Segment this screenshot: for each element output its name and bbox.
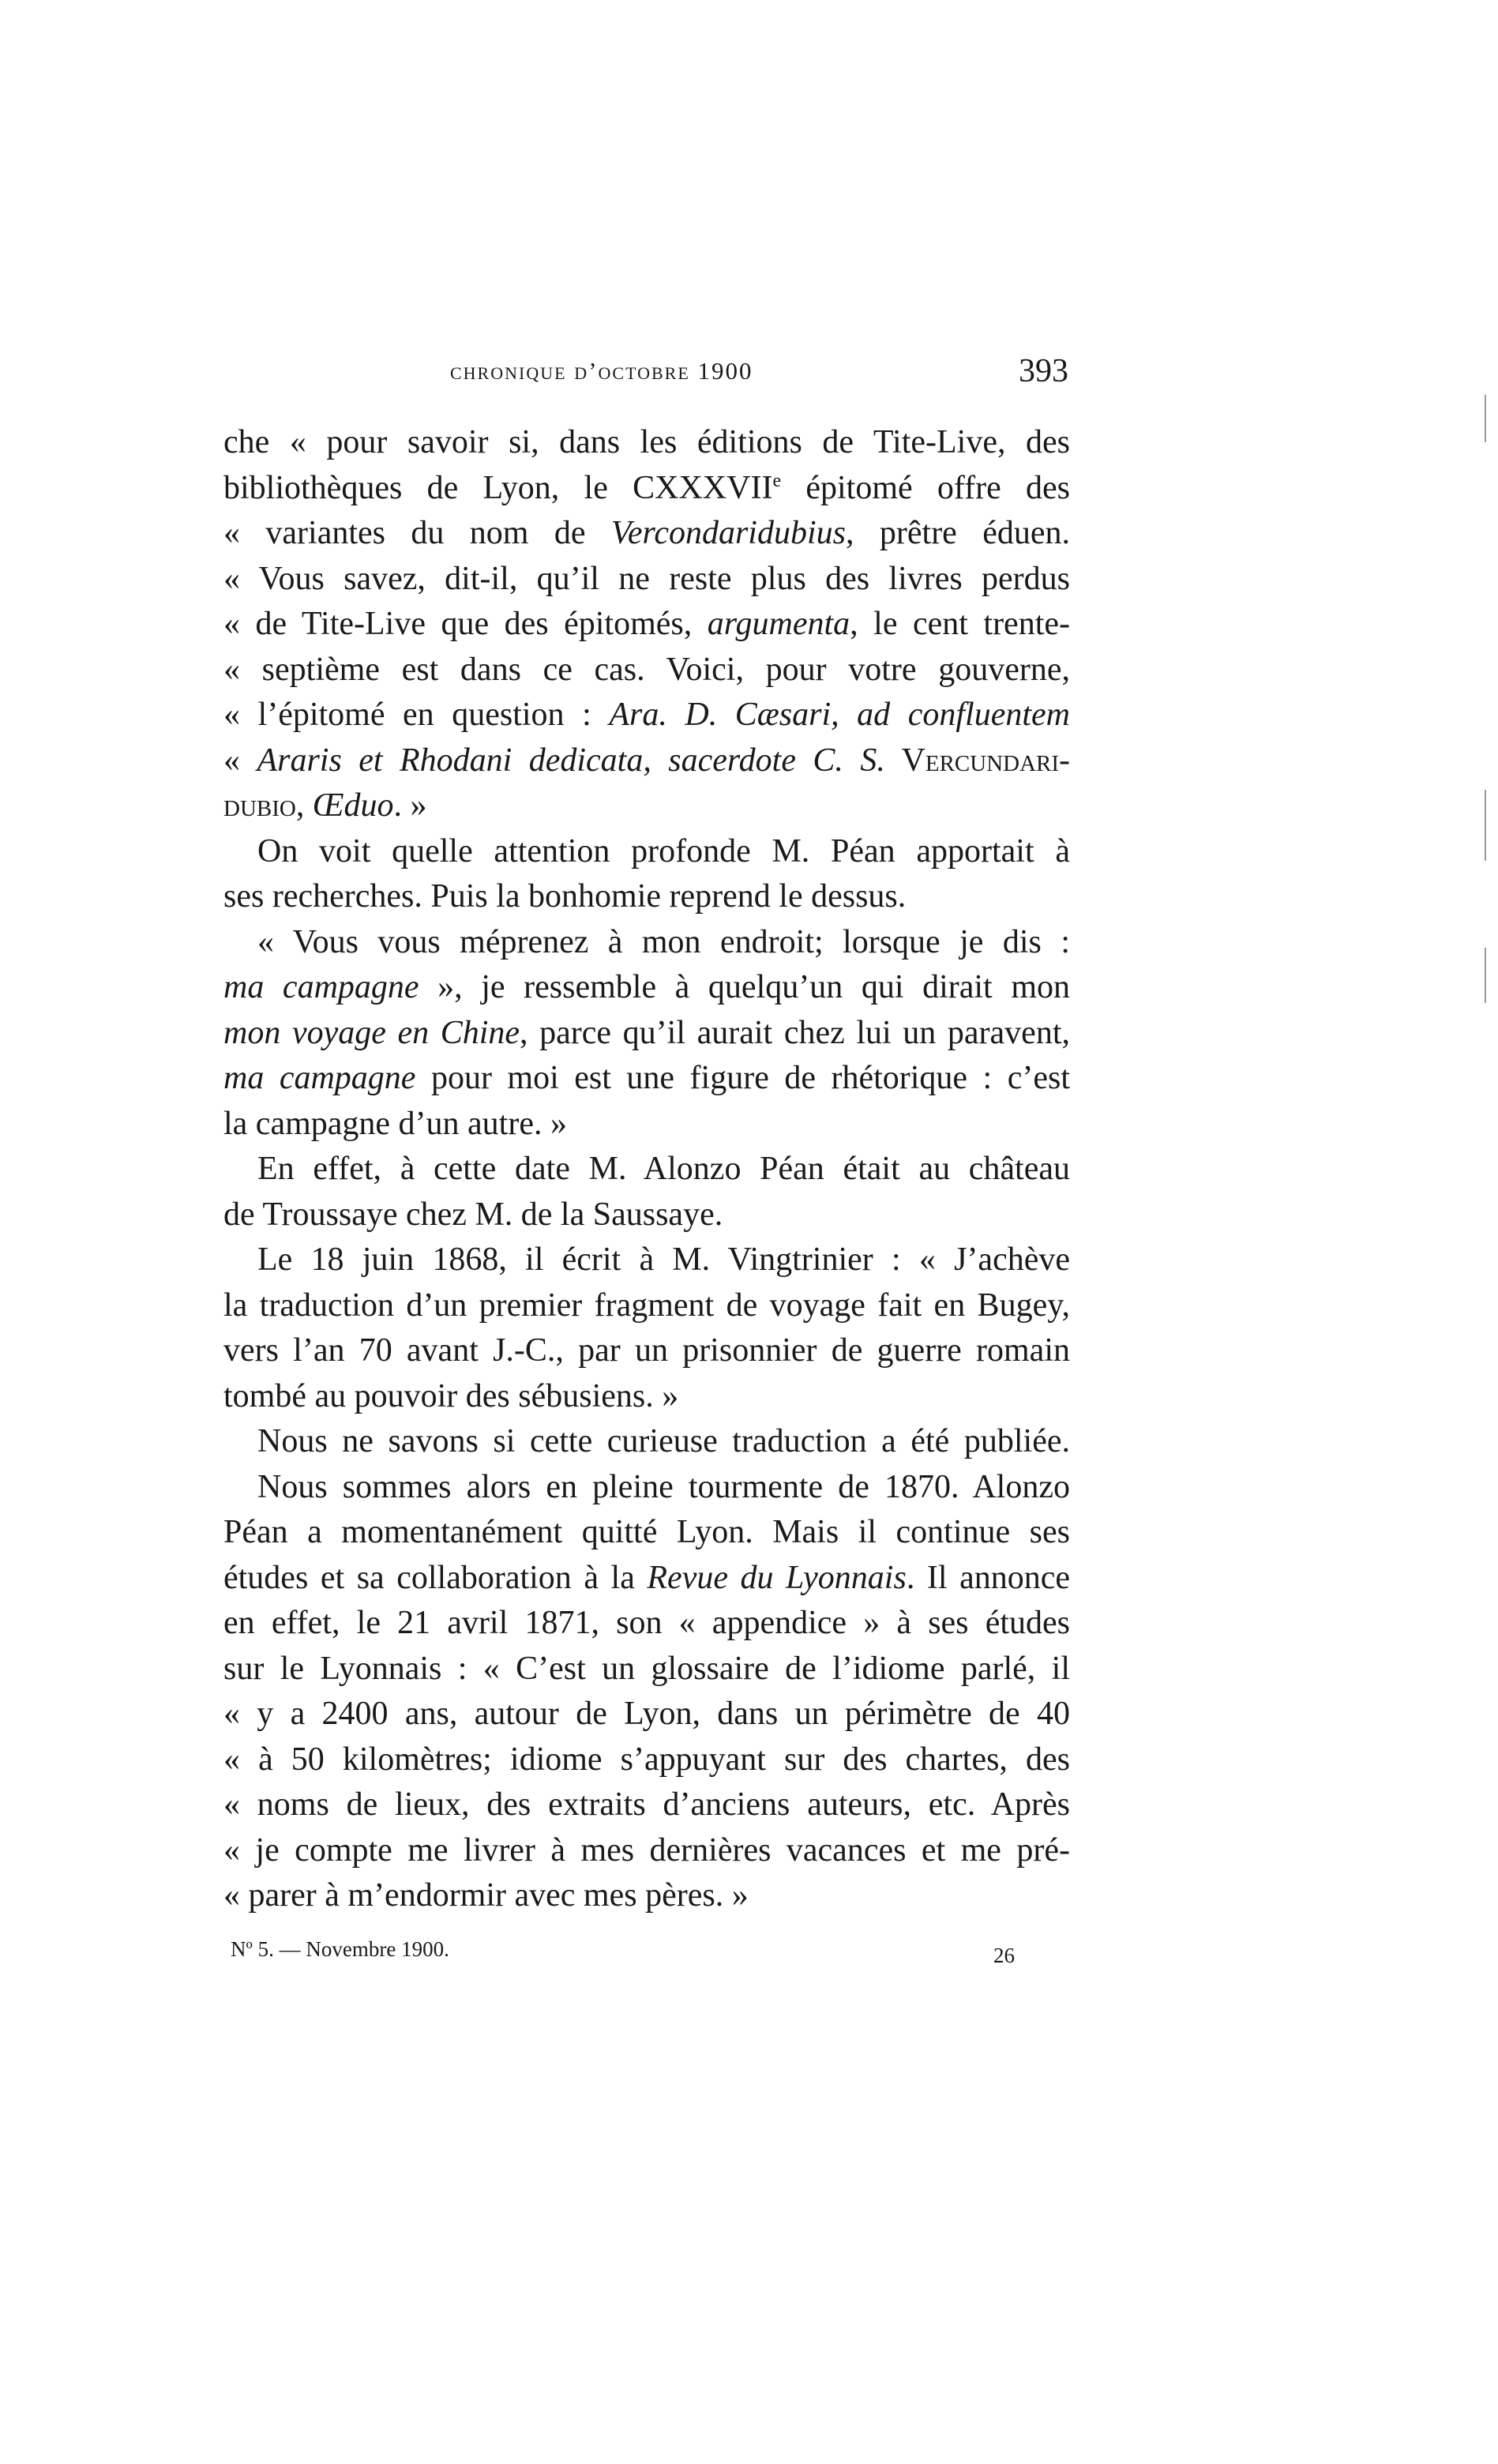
- text-line: [223, 1147, 1070, 1193]
- text-segment: , prêtre éduen.: [846, 515, 1070, 551]
- text-line: [223, 1328, 1070, 1374]
- page-number: 393: [1019, 353, 1068, 389]
- text-line: [223, 420, 1070, 466]
- text-segment: ,: [295, 787, 313, 824]
- text-segment: « je compte me livrer à mes dernières vacances et me pré-: [223, 1831, 1070, 1869]
- text-segment: , parce qu’il aurait chez lui un paravent,: [520, 1014, 1070, 1051]
- italic-text: Vercondaridubius: [610, 515, 846, 551]
- text-segment: », je ressemble à quelqu’un qui dirait mon: [419, 969, 1070, 1005]
- text-segment: « parer à m’endormir avec mes pères. »: [223, 1877, 749, 1914]
- italic-text: argumenta: [707, 606, 850, 642]
- running-header: [450, 357, 753, 385]
- italic-text: ma campagne: [223, 969, 419, 1005]
- italic-text: Œduo: [312, 787, 394, 824]
- text-segment: vers l’an 70 avant J.-C., par un prisonnier de guerre romain: [223, 1332, 1070, 1369]
- text-segment: pour moi est une figure de rhétorique : c’est: [415, 1060, 1071, 1096]
- text-segment: « variantes du nom de: [223, 515, 611, 551]
- text-segment: sur le Lyonnais : « C’est un glossaire de l’idiome parlé, il: [223, 1650, 1070, 1687]
- text-line: [223, 1737, 1070, 1783]
- text-line: [223, 874, 1070, 920]
- text-segment: On voit quelle attention profonde M. Péan apportait à: [257, 832, 1070, 870]
- text-segment: « à 50 kilomètres; idiome s’appuyant sur des chartes, des: [223, 1741, 1070, 1778]
- text-segment: « l’épitomé en question :: [223, 697, 610, 733]
- small-caps-text: Vercundari-: [884, 742, 1071, 779]
- text-line: [223, 1011, 1070, 1057]
- text-line: [223, 783, 1070, 829]
- text-segment: tombé au pouvoir des sébusiens. »: [223, 1377, 679, 1414]
- text-segment: «: [223, 742, 257, 779]
- scan-margin-mark: [1485, 395, 1486, 442]
- text-line: [223, 1828, 1070, 1874]
- text-line: [223, 557, 1070, 603]
- text-line: [223, 1283, 1070, 1329]
- text-segment: che « pour savoir si, dans les éditions de Tite-Live, des: [223, 424, 1070, 460]
- text-line: [223, 1374, 1070, 1420]
- text-segment: En effet, à cette date M. Alonzo Péan était au château: [257, 1151, 1070, 1187]
- text-line: [223, 1465, 1070, 1511]
- text-segment: « septième est dans ce cas. Voici, pour votre gouverne,: [223, 651, 1070, 688]
- text-line: [223, 738, 1070, 784]
- body-text: [223, 420, 1070, 1919]
- text-line: [223, 602, 1070, 648]
- scan-margin-mark: [1485, 790, 1486, 861]
- text-line: [223, 1193, 1070, 1238]
- text-line: [223, 1601, 1070, 1647]
- text-line: [223, 693, 1070, 738]
- text-segment: Nous sommes alors en pleine tourmente de 1870. Alonzo: [257, 1468, 1070, 1505]
- text-segment: . »: [393, 787, 427, 824]
- text-line: [223, 1782, 1070, 1828]
- italic-text: Ara. D. Cæsari, ad confluentem: [609, 697, 1070, 733]
- text-segment: , le cent trente-: [850, 606, 1070, 642]
- italic-text: mon voyage en Chine: [223, 1014, 520, 1051]
- text-segment: « noms de lieux, des extraits d’anciens auteurs, etc. Après: [223, 1786, 1070, 1823]
- italic-text: ma campagne: [223, 1060, 416, 1096]
- text-line: [223, 1873, 1070, 1919]
- text-segment: « y a 2400 ans, autour de Lyon, dans un périmètre de 40: [223, 1696, 1070, 1732]
- text-segment: la campagne d’un autre. »: [223, 1105, 567, 1142]
- text-line: [223, 1102, 1070, 1147]
- text-line: [223, 1238, 1070, 1283]
- running-header-title: chronique d’octobre 1900: [450, 357, 753, 385]
- italic-text: Revue du Lyonnais: [647, 1559, 907, 1596]
- text-segment: en effet, le 21 avril 1871, son « appendice » à ses études: [223, 1605, 1070, 1641]
- text-line: [223, 1419, 1070, 1465]
- text-line: [223, 1556, 1070, 1602]
- text-line: [223, 920, 1070, 966]
- text-line: [223, 829, 1070, 875]
- footer-sheet-number: 26: [993, 1944, 1015, 1967]
- text-segment: « de Tite-Live que des épitomés,: [223, 606, 708, 642]
- text-line: [223, 965, 1070, 1011]
- text-line: [223, 466, 1070, 512]
- italic-text: Araris et Rhodani dedicata, sacerdote C. S.: [257, 742, 885, 779]
- text-segment: Péan a momentanément quitté Lyon. Mais il continue ses: [223, 1514, 1070, 1550]
- text-segment: « Vous savez, dit-il, qu’il ne reste plus des livres perdus: [223, 560, 1070, 597]
- text-line: [223, 648, 1070, 693]
- text-line: [223, 1056, 1070, 1102]
- text-segment: « Vous vous méprenez à mon endroit; lorsque je dis :: [257, 923, 1070, 960]
- text-segment: de Troussaye chez M. de la Saussaye.: [223, 1196, 723, 1233]
- text-segment: Le 18 juin 1868, il écrit à M. Vingtrinier : « J’achève: [257, 1241, 1070, 1278]
- superscript-text: e: [772, 470, 782, 491]
- text-line: [223, 511, 1070, 557]
- text-segment: bibliothèques de Lyon, le CXXXVII: [223, 469, 773, 506]
- text-segment: . Il annonce: [906, 1559, 1070, 1596]
- text-segment: ses recherches. Puis la bonhomie reprend le dessus.: [223, 878, 907, 915]
- text-line: [223, 1647, 1070, 1692]
- text-segment: la traduction d’un premier fragment de voyage fait en Bugey,: [223, 1286, 1070, 1324]
- scan-margin-mark: [1485, 948, 1486, 1003]
- small-caps-text: dubio: [223, 787, 296, 824]
- footer-signature: Nº 5. — Novembre 1900.: [231, 1937, 449, 1961]
- text-segment: études et sa collaboration à la: [223, 1559, 648, 1596]
- text-segment: épitomé offre des: [781, 469, 1071, 506]
- text-line: [223, 1692, 1070, 1737]
- text-segment: Nous ne savons si cette curieuse traduction a été publiée.: [257, 1423, 1070, 1459]
- text-line: [223, 1510, 1070, 1556]
